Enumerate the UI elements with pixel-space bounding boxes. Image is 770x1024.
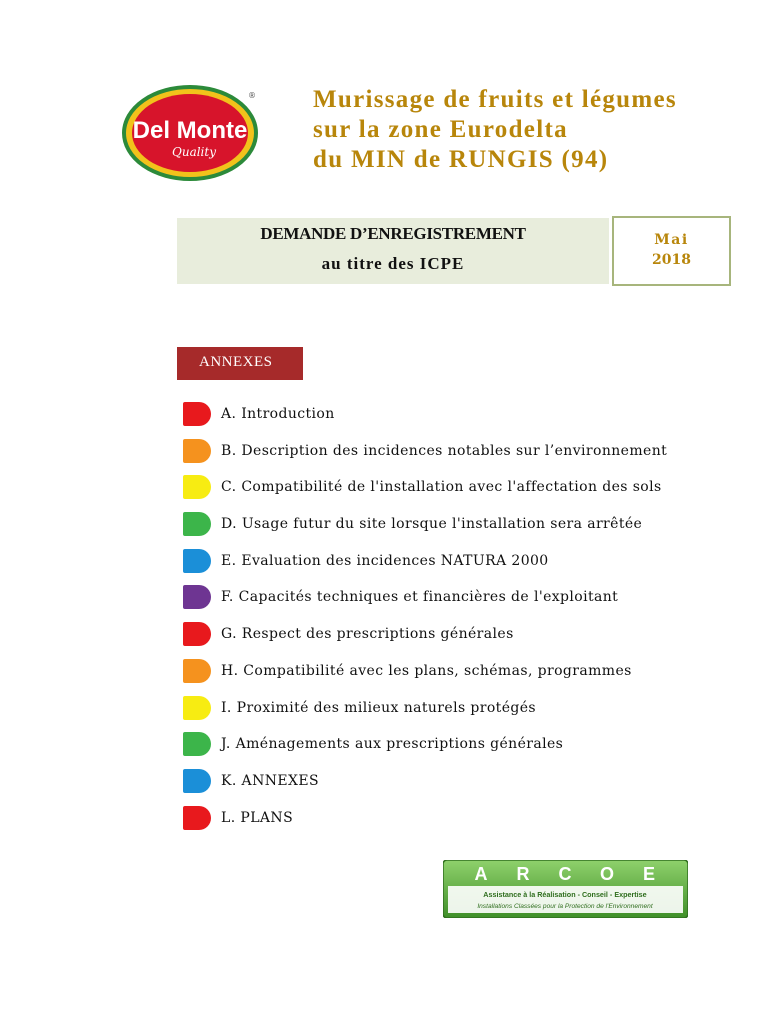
annex-item-label: F. Capacités techniques et financières de l'exploitant — [221, 589, 619, 606]
annex-color-tab-icon — [183, 769, 211, 793]
annex-color-tab-icon — [183, 439, 211, 463]
arcoe-letter: A — [474, 864, 488, 884]
logo-registered-mark: ® — [248, 91, 256, 100]
annex-item — [183, 622, 667, 659]
date-box — [612, 216, 731, 286]
arcoe-line-1: Assistance à la Réalisation - Conseil - Expertise — [483, 890, 647, 899]
document-type-line-2: au titre des ICPE — [321, 254, 465, 273]
annex-color-tab-icon — [183, 659, 211, 683]
arcoe-letter: O — [599, 864, 615, 884]
annex-color-tab-icon — [183, 475, 211, 499]
annex-item-label: J. Aménagements aux prescriptions générales — [221, 736, 564, 753]
arcoe-line-2: Installations Classées pour la Protection de l'Environnement — [477, 903, 653, 910]
arcoe-letter: R — [516, 864, 530, 884]
annex-item — [183, 402, 667, 439]
annex-item-label: C. Compatibilité de l'installation avec l'affectation des sols — [221, 479, 662, 496]
annex-item — [183, 806, 667, 843]
annex-color-tab-icon — [183, 549, 211, 573]
title-line-2: sur la zone Eurodelta — [313, 116, 568, 143]
annex-item-label: L. PLANS — [221, 809, 294, 826]
annex-item-label: H. Compatibilité avec les plans, schémas, programmes — [221, 662, 632, 679]
annex-item — [183, 475, 667, 512]
annex-item-label: I. Proximité des milieux naturels protégés — [221, 699, 537, 716]
annex-color-tab-icon — [183, 512, 211, 536]
title-line-1: Murissage de fruits et légumes — [313, 86, 677, 113]
annex-item — [183, 549, 667, 586]
annex-item-label: E. Evaluation des incidences NATURA 2000 — [221, 552, 549, 569]
date-month: Mai — [654, 232, 689, 248]
annex-item-label: G. Respect des prescriptions générales — [221, 626, 514, 643]
annex-color-tab-icon — [183, 622, 211, 646]
title-line-3: du MIN de RUNGIS (94) — [313, 146, 609, 173]
del-monte-logo — [120, 84, 260, 182]
document-type-box — [177, 218, 609, 284]
annex-color-tab-icon — [183, 806, 211, 830]
annex-item — [183, 659, 667, 696]
annexes-tab: ANNEXES — [177, 347, 303, 380]
project-title — [313, 85, 753, 175]
date-year: 2018 — [652, 252, 691, 268]
arcoe-letter: E — [642, 864, 656, 884]
annex-item-label: K. ANNEXES — [221, 772, 319, 789]
logo-brand-text: Del Monte — [132, 117, 248, 144]
document-type-line-1: DEMANDE D’ENREGISTREMENT — [260, 224, 526, 243]
annex-item — [183, 769, 667, 806]
annex-item — [183, 512, 667, 549]
logo-tagline-text: Quality — [172, 145, 216, 159]
annex-item — [183, 696, 667, 733]
annex-item — [183, 732, 667, 769]
annex-color-tab-icon — [183, 696, 211, 720]
annex-list — [183, 402, 667, 842]
annex-color-tab-icon — [183, 402, 211, 426]
annex-color-tab-icon — [183, 585, 211, 609]
arcoe-logo — [443, 860, 688, 918]
arcoe-letter: C — [558, 864, 572, 884]
annex-item — [183, 585, 667, 622]
annex-item-label: D. Usage futur du site lorsque l'installation sera arrêtée — [221, 516, 643, 533]
annex-color-tab-icon — [183, 732, 211, 756]
annex-item — [183, 439, 667, 476]
annex-item-label: B. Description des incidences notables sur l’environnement — [221, 442, 668, 459]
annex-item-label: A. Introduction — [221, 406, 335, 422]
